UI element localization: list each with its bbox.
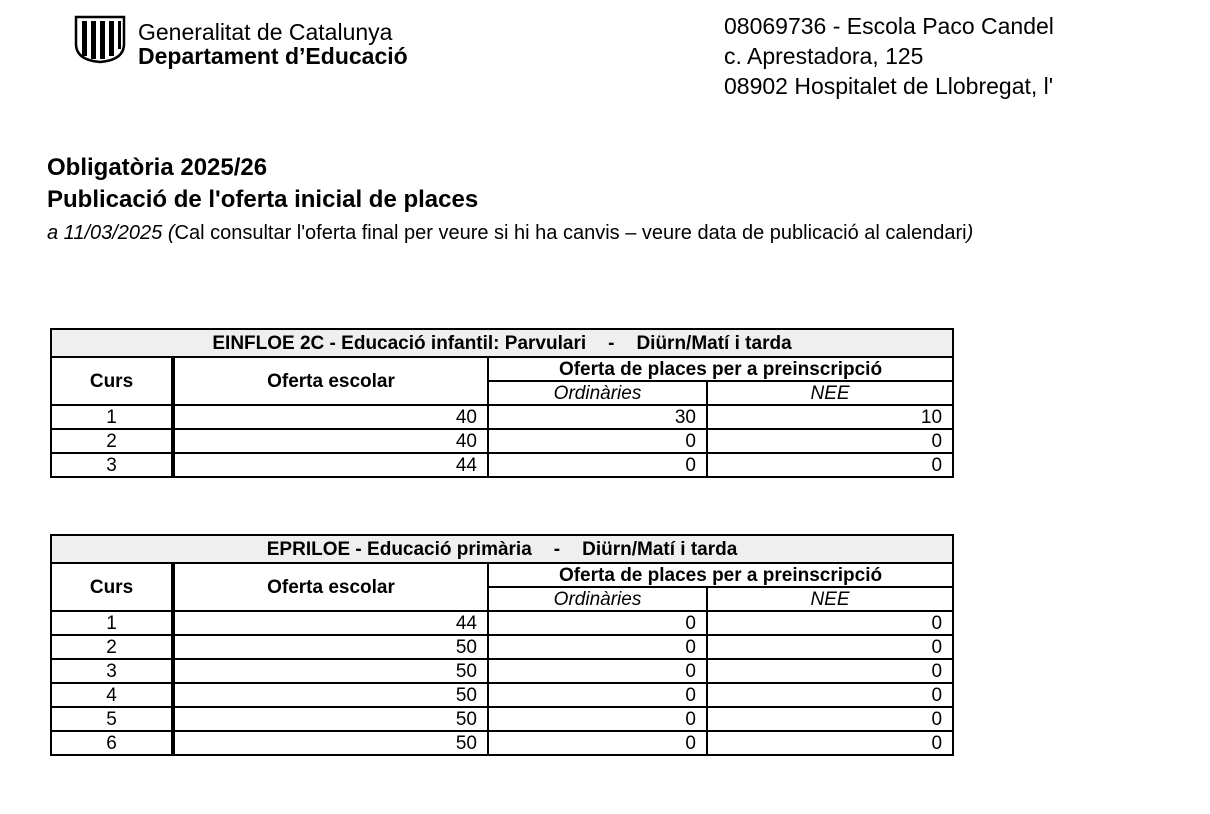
cell-ordinaries: 0 [488,453,707,477]
cell-curs: 5 [51,707,173,731]
note-text: Cal consultar l'oferta final per veure si hi ha canvis – veure data de publicació al calendari [174,222,967,244]
page-title: Obligatòria 2025/26 [47,154,268,181]
cell-nee: 0 [707,659,953,683]
cell-nee: 0 [707,635,953,659]
cell-curs: 3 [51,659,173,683]
cell-ordinaries: 0 [488,429,707,453]
school-city: 08902 Hospitalet de Llobregat, l' [724,73,1054,99]
cell-nee: 10 [707,405,953,429]
schedule-name: Diürn/Matí i tarda [636,332,792,354]
col-header-oferta: Oferta escolar [173,357,488,405]
generalitat-logo-icon [72,14,128,64]
title-separator: - [553,538,561,560]
cell-oferta: 44 [173,453,488,477]
col-header-ordinaries: Ordinàries [488,587,707,611]
table-row [51,429,953,453]
note-close: ) [966,222,974,244]
cell-ordinaries: 0 [488,731,707,755]
cell-curs: 6 [51,731,173,755]
publication-note [47,220,973,246]
program-name: EINFLOE 2C - Educació infantil: Parvulari [212,332,587,354]
cell-nee: 0 [707,453,953,477]
cell-curs: 1 [51,405,173,429]
cell-oferta: 44 [173,611,488,635]
table-row [51,707,953,731]
col-header-nee: NEE [707,587,953,611]
program-name: EPRILOE - Educació primària [266,538,532,560]
col-header-places: Oferta de places per a preinscripció [488,357,953,381]
cell-oferta: 40 [173,405,488,429]
places-table-infantil [50,328,954,478]
table-row [51,611,953,635]
table-row [51,453,953,477]
col-header-ordinaries: Ordinàries [488,381,707,405]
cell-ordinaries: 0 [488,611,707,635]
cell-curs: 2 [51,429,173,453]
cell-ordinaries: 0 [488,635,707,659]
schedule-name: Diürn/Matí i tarda [582,538,738,560]
table-row [51,659,953,683]
cell-nee: 0 [707,683,953,707]
cell-nee: 0 [707,731,953,755]
places-table-primaria [50,534,954,756]
cell-curs: 1 [51,611,173,635]
table-row [51,731,953,755]
title-separator: - [608,332,615,354]
table-row [51,405,953,429]
cell-nee: 0 [707,611,953,635]
cell-ordinaries: 0 [488,659,707,683]
cell-oferta: 50 [173,635,488,659]
cell-curs: 3 [51,453,173,477]
cell-oferta: 50 [173,659,488,683]
col-header-oferta: Oferta escolar [173,563,488,611]
cell-ordinaries: 0 [488,683,707,707]
col-header-curs: Curs [51,563,173,611]
cell-oferta: 50 [173,707,488,731]
org-name: Generalitat de Catalunya [138,19,393,45]
col-header-places: Oferta de places per a preinscripció [488,563,953,587]
school-info [724,11,1054,101]
cell-ordinaries: 30 [488,405,707,429]
cell-oferta: 40 [173,429,488,453]
cell-nee: 0 [707,429,953,453]
table-title [51,535,953,563]
cell-curs: 2 [51,635,173,659]
school-street: c. Aprestadora, 125 [724,43,924,69]
cell-nee: 0 [707,707,953,731]
col-header-nee: NEE [707,381,953,405]
publication-date: a 11/03/2025 ( [47,222,175,244]
school-code-name: 08069736 - Escola Paco Candel [724,13,1054,39]
col-header-curs: Curs [51,357,173,405]
cell-oferta: 50 [173,731,488,755]
cell-oferta: 50 [173,683,488,707]
page-subtitle: Publicació de l'oferta inicial de places [47,186,479,213]
table-title [51,329,953,357]
cell-ordinaries: 0 [488,707,707,731]
table-row [51,635,953,659]
table-row [51,683,953,707]
cell-curs: 4 [51,683,173,707]
department-name: Departament d’Educació [138,43,408,69]
